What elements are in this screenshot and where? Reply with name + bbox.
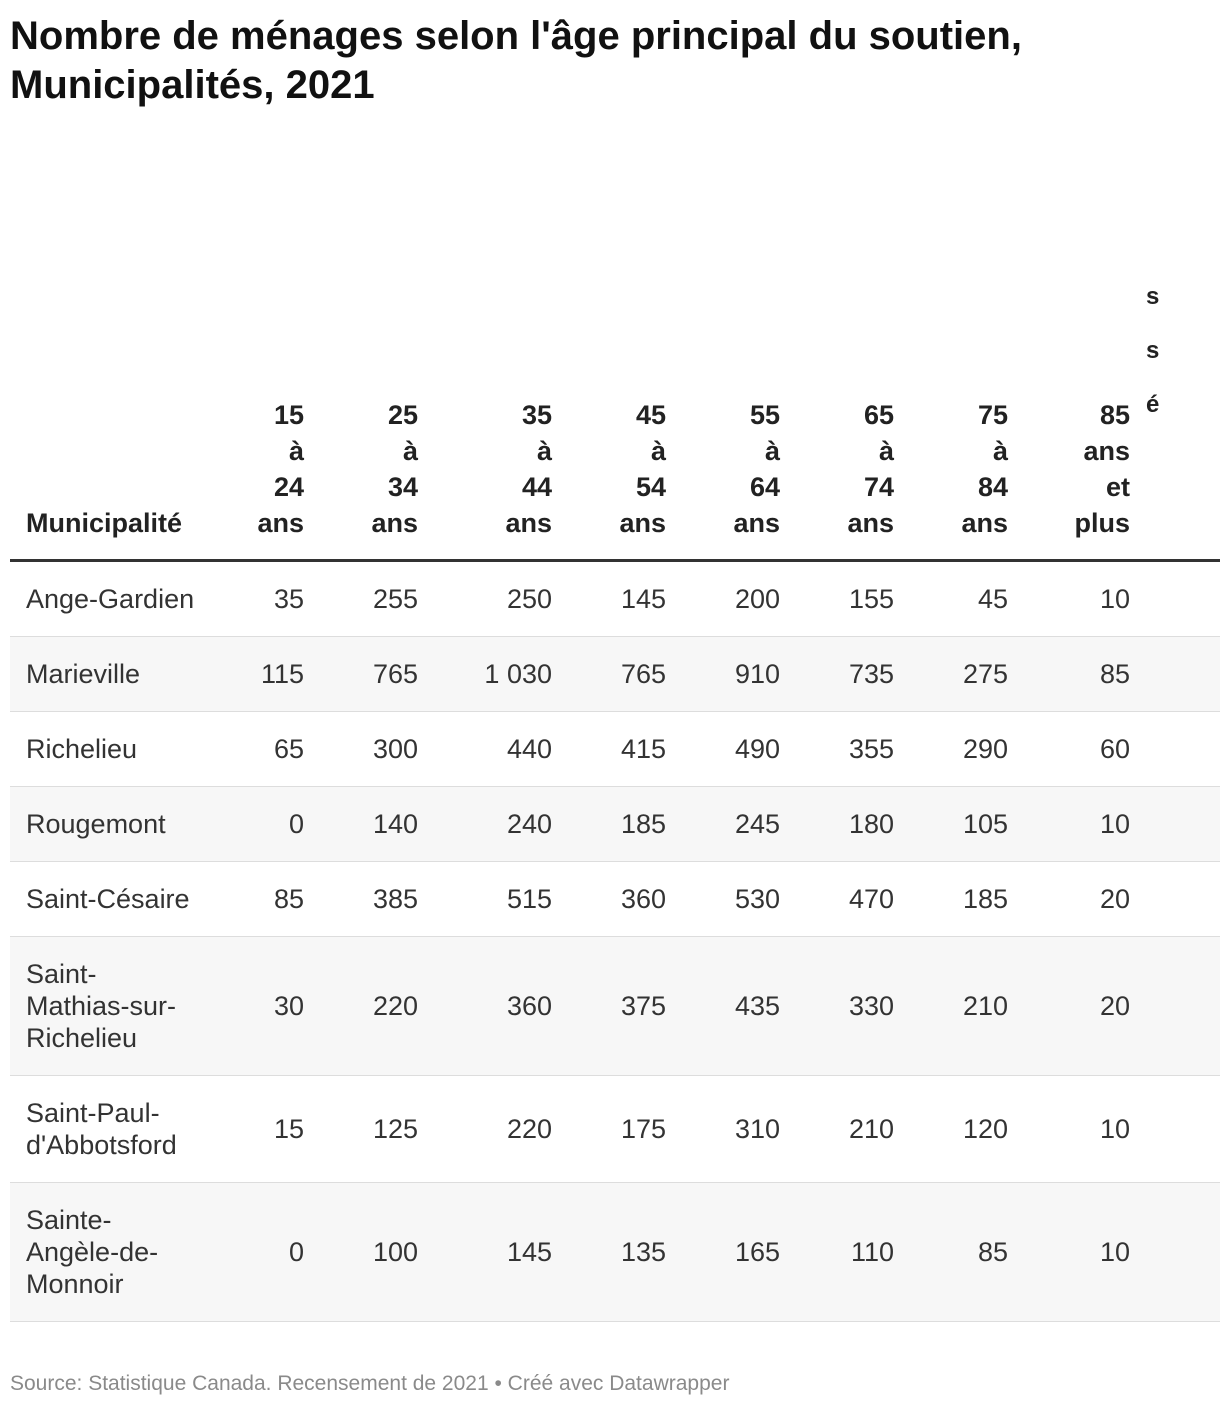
column-header-35-44[interactable]: 35 à 44 ans — [434, 270, 568, 560]
value-cell: 415 — [568, 711, 682, 786]
value-cell: 0 — [216, 786, 320, 861]
value-cell: 35 — [216, 560, 320, 636]
value-cell: 85 — [216, 861, 320, 936]
value-cell: 765 — [320, 636, 434, 711]
value-cell: 200 — [682, 560, 796, 636]
value-cell: 110 — [796, 1182, 910, 1321]
value-cell: 470 — [796, 861, 910, 936]
value-cell: 490 — [682, 711, 796, 786]
value-cell: 440 — [434, 711, 568, 786]
table-row — [10, 861, 1220, 936]
value-cell: 100 — [320, 1182, 434, 1321]
chart-title: Nombre de ménages selon l'âge principal du soutien, Municipalités, 2021 — [10, 14, 1022, 107]
clipped-cell — [1146, 861, 1220, 936]
municipality-cell: Ange-Gardien — [10, 560, 216, 636]
municipality-cell: Sainte- Angèle-de- Monnoir — [10, 1182, 216, 1321]
value-cell: 10 — [1024, 1182, 1146, 1321]
value-cell: 85 — [1024, 636, 1146, 711]
value-cell: 10 — [1024, 786, 1146, 861]
municipality-cell: Rougemont — [10, 786, 216, 861]
value-cell: 10 — [1024, 560, 1146, 636]
value-cell: 140 — [320, 786, 434, 861]
value-cell: 250 — [434, 560, 568, 636]
value-cell: 330 — [796, 936, 910, 1075]
value-cell: 65 — [216, 711, 320, 786]
value-cell: 125 — [320, 1075, 434, 1182]
value-cell: 1 030 — [434, 636, 568, 711]
table-row — [10, 1075, 1220, 1182]
column-header-45-54[interactable]: 45 à 54 ans — [568, 270, 682, 560]
source-note: Source: Statistique Canada. Recensement de 2021 • Créé avec Datawrapper — [10, 1372, 730, 1395]
value-cell: 185 — [568, 786, 682, 861]
value-cell: 145 — [434, 1182, 568, 1321]
value-cell: 310 — [682, 1075, 796, 1182]
data-table — [10, 270, 1220, 1322]
table-row — [10, 1182, 1220, 1321]
clipped-cell — [1146, 1182, 1220, 1321]
value-cell: 45 — [910, 560, 1024, 636]
value-cell: 275 — [910, 636, 1024, 711]
clipped-cell — [1146, 560, 1220, 636]
municipality-cell: Saint- Mathias-sur- Richelieu — [10, 936, 216, 1075]
value-cell: 85 — [910, 1182, 1024, 1321]
value-cell: 10 — [1024, 1075, 1146, 1182]
column-header-municipalite[interactable]: Municipalité — [10, 270, 216, 560]
value-cell: 735 — [796, 636, 910, 711]
table-row — [10, 711, 1220, 786]
value-cell: 290 — [910, 711, 1024, 786]
value-cell: 120 — [910, 1075, 1024, 1182]
value-cell: 515 — [434, 861, 568, 936]
clipped-cell — [1146, 711, 1220, 786]
value-cell: 360 — [568, 861, 682, 936]
value-cell: 765 — [568, 636, 682, 711]
column-header-15-24[interactable]: 15 à 24 ans — [216, 270, 320, 560]
value-cell: 185 — [910, 861, 1024, 936]
value-cell: 105 — [910, 786, 1024, 861]
header-row — [10, 270, 1220, 560]
municipality-cell: Saint-Césaire — [10, 861, 216, 936]
clipped-cell — [1146, 636, 1220, 711]
value-cell: 300 — [320, 711, 434, 786]
value-cell: 360 — [434, 936, 568, 1075]
table-row — [10, 636, 1220, 711]
clipped-header-fragment: s s é — [1146, 283, 1160, 418]
value-cell: 210 — [796, 1075, 910, 1182]
municipality-cell: Marieville — [10, 636, 216, 711]
value-cell: 15 — [216, 1075, 320, 1182]
value-cell: 20 — [1024, 936, 1146, 1075]
value-cell: 180 — [796, 786, 910, 861]
value-cell: 220 — [320, 936, 434, 1075]
municipality-cell: Saint-Paul- d'Abbotsford — [10, 1075, 216, 1182]
column-header-75-84[interactable]: 75 à 84 ans — [910, 270, 1024, 560]
value-cell: 60 — [1024, 711, 1146, 786]
value-cell: 220 — [434, 1075, 568, 1182]
table-row — [10, 936, 1220, 1075]
value-cell: 20 — [1024, 861, 1146, 936]
value-cell: 30 — [216, 936, 320, 1075]
value-cell: 435 — [682, 936, 796, 1075]
municipality-cell: Richelieu — [10, 711, 216, 786]
clipped-cell — [1146, 1075, 1220, 1182]
column-header-55-64[interactable]: 55 à 64 ans — [682, 270, 796, 560]
clipped-cell — [1146, 936, 1220, 1075]
value-cell: 0 — [216, 1182, 320, 1321]
value-cell: 530 — [682, 861, 796, 936]
value-cell: 355 — [796, 711, 910, 786]
value-cell: 145 — [568, 560, 682, 636]
value-cell: 240 — [434, 786, 568, 861]
value-cell: 910 — [682, 636, 796, 711]
data-table-wrapper — [10, 270, 1220, 1322]
table-row — [10, 560, 1220, 636]
column-header-clipped — [1146, 270, 1220, 560]
column-header-25-34[interactable]: 25 à 34 ans — [320, 270, 434, 560]
value-cell: 135 — [568, 1182, 682, 1321]
value-cell: 115 — [216, 636, 320, 711]
column-header-65-74[interactable]: 65 à 74 ans — [796, 270, 910, 560]
value-cell: 210 — [910, 936, 1024, 1075]
value-cell: 165 — [682, 1182, 796, 1321]
value-cell: 155 — [796, 560, 910, 636]
table-row — [10, 786, 1220, 861]
value-cell: 175 — [568, 1075, 682, 1182]
column-header-85-plus[interactable]: 85 ans et plus — [1024, 270, 1146, 560]
value-cell: 385 — [320, 861, 434, 936]
value-cell: 375 — [568, 936, 682, 1075]
clipped-cell — [1146, 786, 1220, 861]
value-cell: 255 — [320, 560, 434, 636]
value-cell: 245 — [682, 786, 796, 861]
